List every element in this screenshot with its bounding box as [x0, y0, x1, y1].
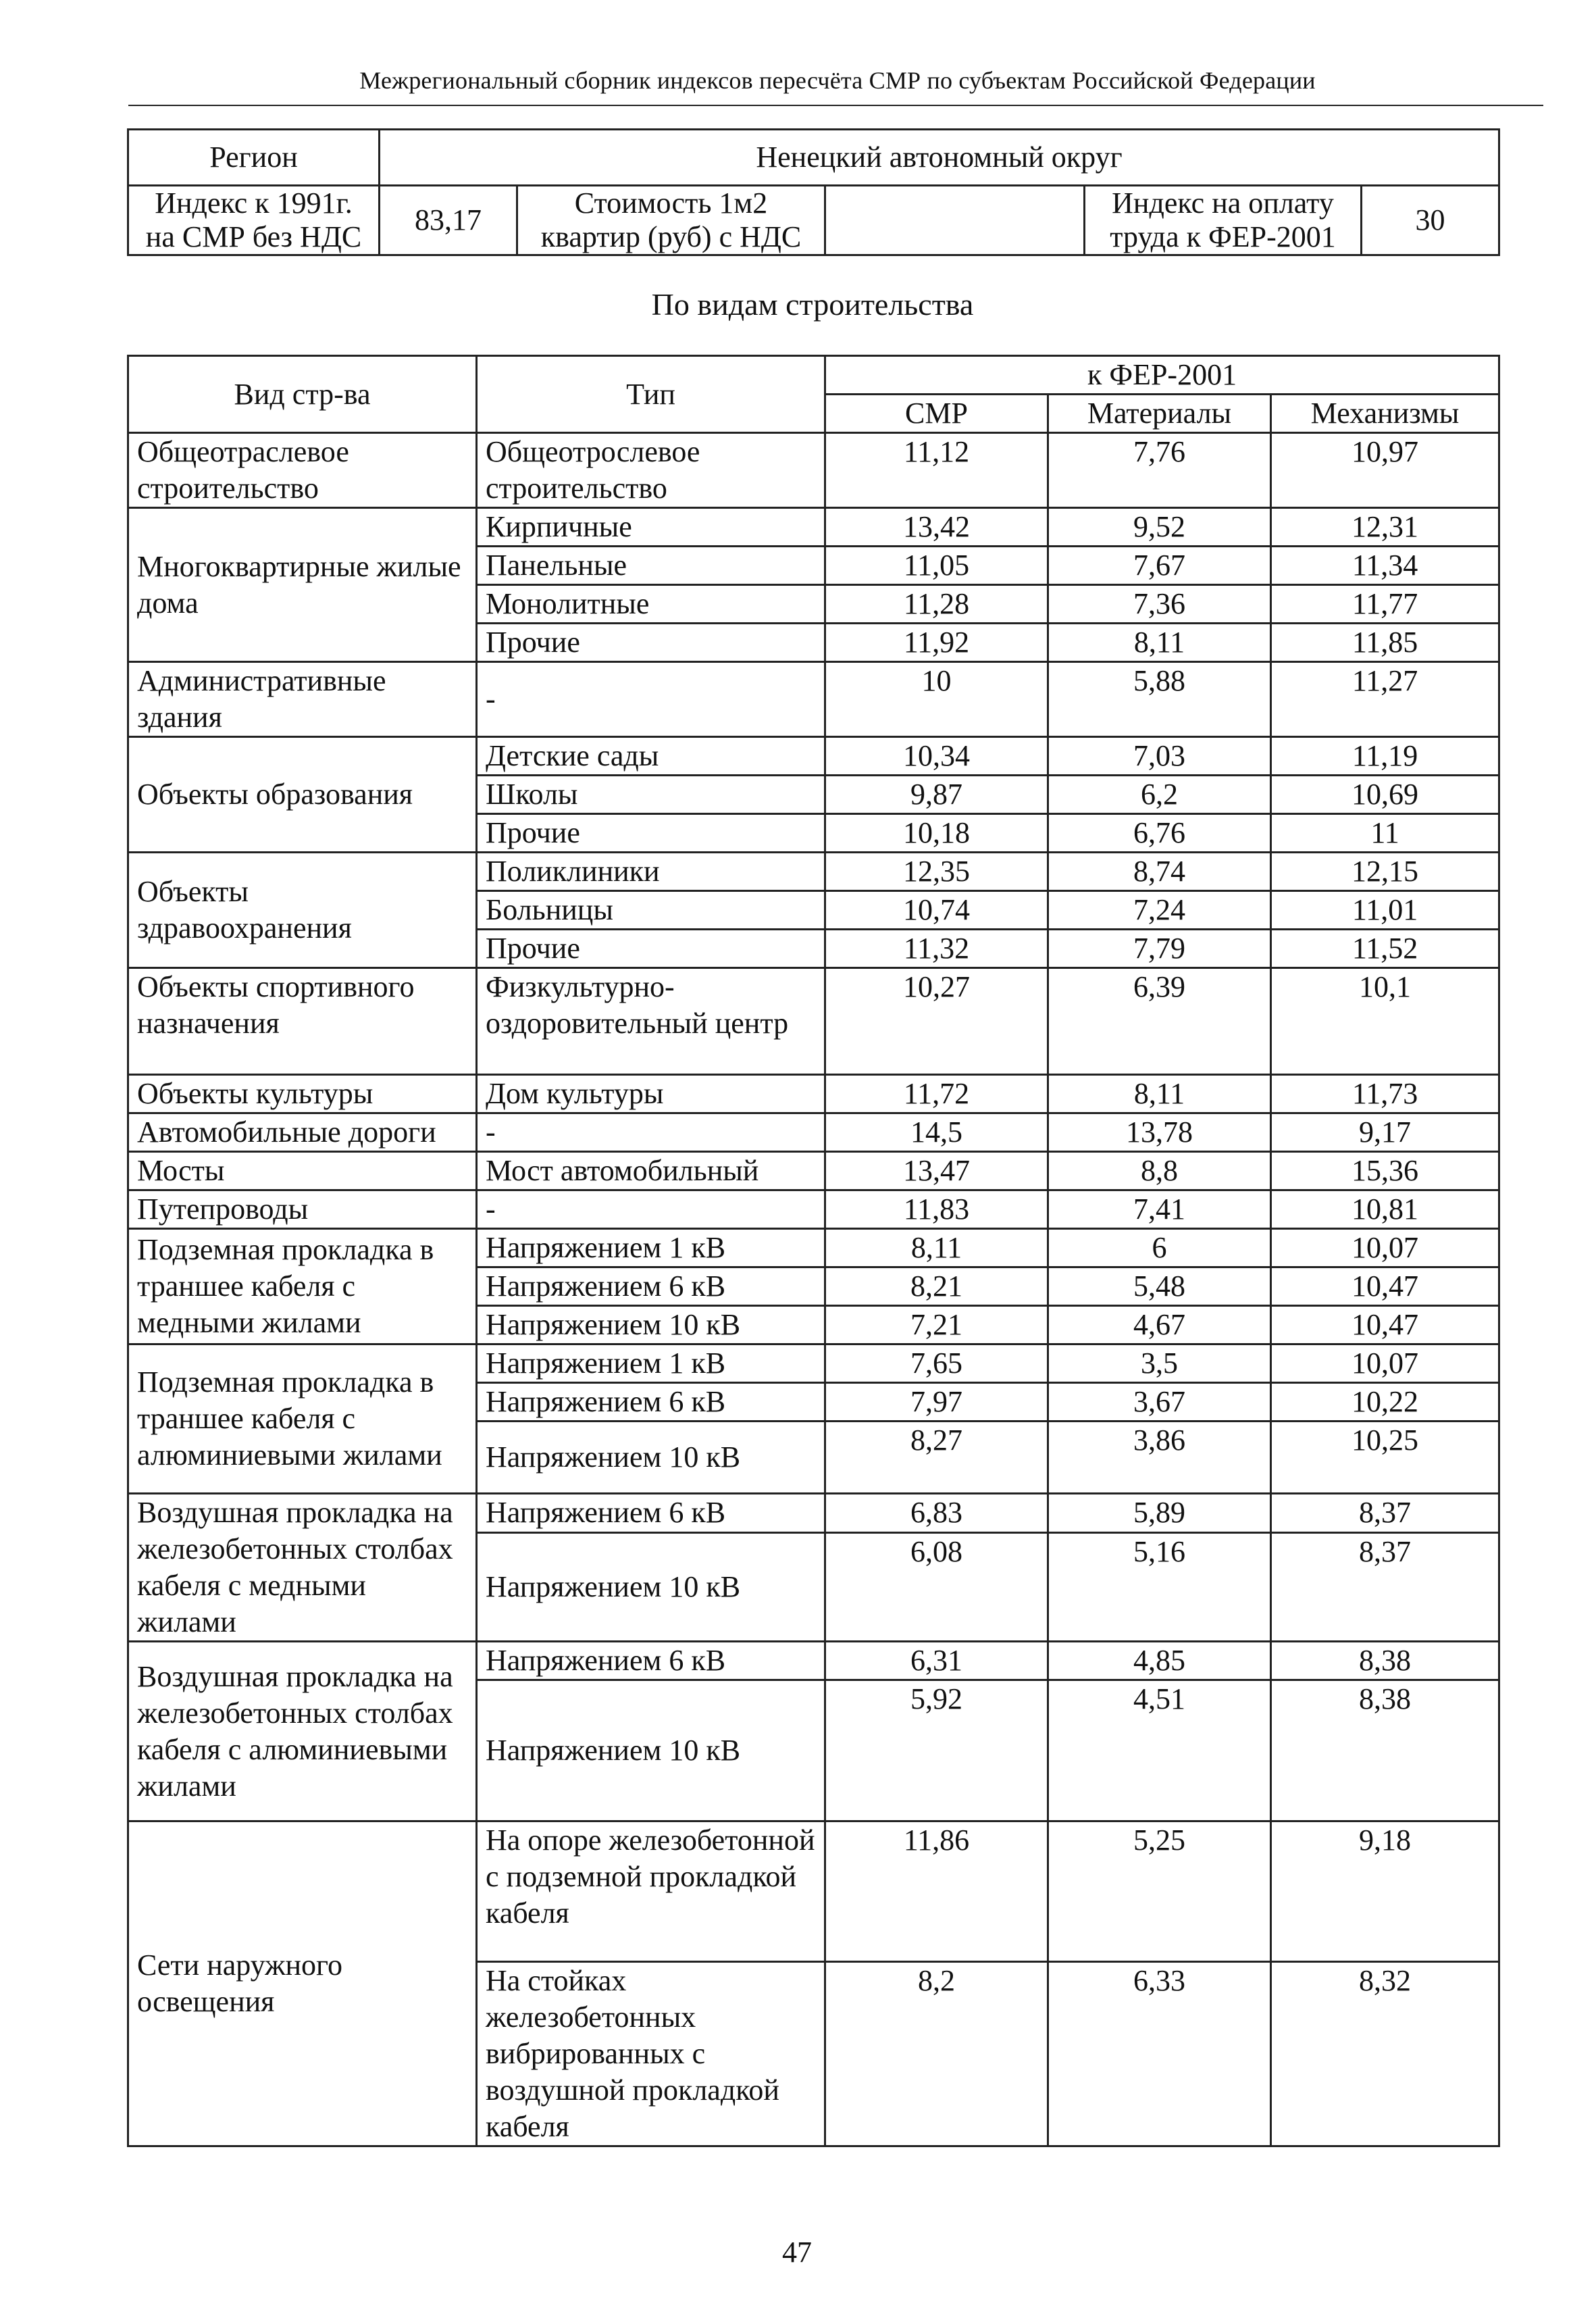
cell-mat: 3,5 — [1048, 1344, 1271, 1383]
cell-mech: 9,17 — [1271, 1113, 1499, 1152]
cell-mat: 7,76 — [1048, 433, 1271, 508]
table-row — [128, 662, 1499, 737]
cell-type: Дом культуры — [477, 1075, 825, 1113]
labor-index-label: Индекс на оплату труда к ФЕР-2001 — [1085, 186, 1362, 255]
cell-smr: 11,28 — [825, 585, 1048, 624]
cell-mat: 7,41 — [1048, 1190, 1271, 1229]
cell-mat: 4,85 — [1048, 1642, 1271, 1680]
cell-mat: 6,33 — [1048, 1962, 1271, 2146]
cell-type: Напряжением 10 кВ — [477, 1422, 825, 1494]
cell-mech: 10,47 — [1271, 1306, 1499, 1344]
cell-type: Напряжением 6 кВ — [477, 1642, 825, 1680]
cell-type: Кирпичные — [477, 508, 825, 547]
cell-type: Напряжением 6 кВ — [477, 1267, 825, 1306]
cell-mech: 8,37 — [1271, 1533, 1499, 1642]
cell-mat: 6 — [1048, 1229, 1271, 1267]
cell-mat: 7,36 — [1048, 585, 1271, 624]
cell-mat: 6,2 — [1048, 776, 1271, 814]
cell-kind: Мосты — [128, 1152, 477, 1190]
table-row — [128, 853, 1499, 891]
cell-mech: 11,01 — [1271, 891, 1499, 930]
cell-type: Поликлиники — [477, 853, 825, 891]
cell-type: Детские сады — [477, 737, 825, 776]
cell-smr: 6,83 — [825, 1494, 1048, 1533]
cell-mech: 8,38 — [1271, 1680, 1499, 1821]
cell-smr: 11,12 — [825, 433, 1048, 508]
cell-type: Панельные — [477, 547, 825, 585]
cell-mech: 10,22 — [1271, 1383, 1499, 1422]
cell-smr: 11,32 — [825, 930, 1048, 968]
section-subtitle: По видам строительства — [651, 287, 974, 322]
cell-type: Общеотрослевое строительство — [477, 433, 825, 508]
region-info-table — [127, 128, 1500, 256]
cell-type: - — [477, 1190, 825, 1229]
cell-mat: 7,79 — [1048, 930, 1271, 968]
cell-smr: 11,72 — [825, 1075, 1048, 1113]
cell-kind: Объекты спортивного назначения — [128, 968, 477, 1075]
index-1991-value: 83,17 — [380, 186, 517, 255]
cell-kind: Путепроводы — [128, 1190, 477, 1229]
region-label: Регион — [128, 130, 380, 186]
cell-mat: 8,11 — [1048, 624, 1271, 662]
construction-index-table — [127, 355, 1500, 2147]
cell-mat: 8,11 — [1048, 1075, 1271, 1113]
cell-mat: 5,16 — [1048, 1533, 1271, 1642]
cell-type: Монолитные — [477, 585, 825, 624]
table-row — [128, 1344, 1499, 1383]
cell-mech: 11,77 — [1271, 585, 1499, 624]
cell-mech: 11 — [1271, 814, 1499, 853]
cell-mech: 11,19 — [1271, 737, 1499, 776]
cell-smr: 9,87 — [825, 776, 1048, 814]
cell-kind: Административные здания — [128, 662, 477, 737]
cell-mech: 10,1 — [1271, 968, 1499, 1075]
cell-mat: 7,67 — [1048, 547, 1271, 585]
table-row — [128, 1821, 1499, 1962]
cell-mech: 10,69 — [1271, 776, 1499, 814]
cell-mech: 11,34 — [1271, 547, 1499, 585]
cell-type: - — [477, 662, 825, 737]
cell-mat: 5,89 — [1048, 1494, 1271, 1533]
cell-mat: 3,86 — [1048, 1422, 1271, 1494]
cell-kind: Сети наружного освещения — [128, 1821, 477, 2146]
cell-mat: 8,74 — [1048, 853, 1271, 891]
cell-smr: 12,35 — [825, 853, 1048, 891]
cell-mat: 5,25 — [1048, 1821, 1271, 1962]
cell-kind: Объекты образования — [128, 737, 477, 853]
cell-kind: Объекты культуры — [128, 1075, 477, 1113]
header-smr: СМР — [825, 395, 1048, 433]
cell-kind: Подземная прокладка в траншее кабеля с алюминиевыми жилами — [128, 1344, 477, 1494]
cell-kind: Воздушная прокладка на железобетонных столбах кабеля с медными жилами — [128, 1494, 477, 1642]
cell-smr: 14,5 — [825, 1113, 1048, 1152]
cell-mech: 10,97 — [1271, 433, 1499, 508]
cell-smr: 10,34 — [825, 737, 1048, 776]
table-row — [128, 1494, 1499, 1533]
cell-mat: 5,88 — [1048, 662, 1271, 737]
cell-mat: 6,76 — [1048, 814, 1271, 853]
cell-mech: 10,47 — [1271, 1267, 1499, 1306]
cell-mech: 11,73 — [1271, 1075, 1499, 1113]
table-row — [128, 508, 1499, 547]
cell-smr: 7,21 — [825, 1306, 1048, 1344]
cell-kind: Объекты здравоохранения — [128, 853, 477, 968]
cell-kind: Воздушная прокладка на железобетонных столбах кабеля с алюминиевыми жилами — [128, 1642, 477, 1821]
cell-smr: 10,18 — [825, 814, 1048, 853]
table-row — [128, 968, 1499, 1075]
cell-mech: 8,32 — [1271, 1962, 1499, 2146]
header-rule — [128, 105, 1543, 106]
cell-mech: 10,81 — [1271, 1190, 1499, 1229]
index-1991-label: Индекс к 1991г. на СМР без НДС — [128, 186, 380, 255]
cell-mech: 8,38 — [1271, 1642, 1499, 1680]
header-mechanisms: Механизмы — [1271, 395, 1499, 433]
cell-type: Напряжением 10 кВ — [477, 1533, 825, 1642]
cell-type: Больницы — [477, 891, 825, 930]
cell-smr: 8,2 — [825, 1962, 1048, 2146]
cell-mech: 8,37 — [1271, 1494, 1499, 1533]
cell-mech: 10,25 — [1271, 1422, 1499, 1494]
cell-type: Прочие — [477, 814, 825, 853]
cell-mat: 4,67 — [1048, 1306, 1271, 1344]
cell-type: - — [477, 1113, 825, 1152]
cell-smr: 13,47 — [825, 1152, 1048, 1190]
cell-mat: 7,24 — [1048, 891, 1271, 930]
table-row — [128, 1152, 1499, 1190]
cell-smr: 11,05 — [825, 547, 1048, 585]
cell-mech: 11,85 — [1271, 624, 1499, 662]
cell-type: Школы — [477, 776, 825, 814]
cell-mech: 11,27 — [1271, 662, 1499, 737]
cell-type: На стойках железобетонных вибрированных с воздушной прокладкой кабеля — [477, 1962, 825, 2146]
cell-type: Напряжением 6 кВ — [477, 1383, 825, 1422]
cell-mech: 12,15 — [1271, 853, 1499, 891]
cell-type: Напряжением 6 кВ — [477, 1494, 825, 1533]
page-number: 47 — [782, 2236, 812, 2269]
cell-smr: 6,31 — [825, 1642, 1048, 1680]
cell-kind: Подземная прокладка в траншее кабеля с медными жилами — [128, 1229, 477, 1344]
table-row — [128, 1229, 1499, 1267]
cell-mech: 10,07 — [1271, 1229, 1499, 1267]
cell-smr: 13,42 — [825, 508, 1048, 547]
cell-mech: 12,31 — [1271, 508, 1499, 547]
cell-mat: 6,39 — [1048, 968, 1271, 1075]
cell-smr: 10,27 — [825, 968, 1048, 1075]
cell-smr: 8,11 — [825, 1229, 1048, 1267]
table-row — [128, 1113, 1499, 1152]
cell-mat: 13,78 — [1048, 1113, 1271, 1152]
cell-type: Мост автомобильный — [477, 1152, 825, 1190]
table-row — [128, 737, 1499, 776]
header-type: Тип — [477, 356, 825, 433]
cell-smr: 11,83 — [825, 1190, 1048, 1229]
cell-mech: 10,07 — [1271, 1344, 1499, 1383]
cell-smr: 10,74 — [825, 891, 1048, 930]
cell-type: На опоре железобетонной с подземной прокладкой кабеля — [477, 1821, 825, 1962]
cell-mech: 11,52 — [1271, 930, 1499, 968]
page-header: Межрегиональный сборник индексов пересчёта СМР по субъектам Российской Федерации — [359, 67, 1316, 94]
cell-smr: 8,27 — [825, 1422, 1048, 1494]
header-materials: Материалы — [1048, 395, 1271, 433]
cell-type: Прочие — [477, 930, 825, 968]
cell-kind: Общеотраслевое строительство — [128, 433, 477, 508]
header-fer2001: к ФЕР-2001 — [825, 356, 1499, 395]
cell-smr: 10 — [825, 662, 1048, 737]
labor-index-value: 30 — [1362, 186, 1499, 255]
cell-smr: 11,92 — [825, 624, 1048, 662]
cell-mat: 9,52 — [1048, 508, 1271, 547]
cell-smr: 5,92 — [825, 1680, 1048, 1821]
cell-type: Физкультурно-оздоровительный центр — [477, 968, 825, 1075]
cell-mat: 5,48 — [1048, 1267, 1271, 1306]
cell-smr: 7,65 — [825, 1344, 1048, 1383]
table-row — [128, 1642, 1499, 1680]
cell-smr: 7,97 — [825, 1383, 1048, 1422]
cell-mech: 9,18 — [1271, 1821, 1499, 1962]
cell-kind: Автомобильные дороги — [128, 1113, 477, 1152]
region-value: Ненецкий автономный округ — [380, 130, 1499, 186]
cell-type: Напряжением 1 кВ — [477, 1229, 825, 1267]
cell-mat: 8,8 — [1048, 1152, 1271, 1190]
cost-m2-value — [825, 186, 1085, 255]
cell-type: Напряжением 1 кВ — [477, 1344, 825, 1383]
cell-mat: 4,51 — [1048, 1680, 1271, 1821]
cell-type: Напряжением 10 кВ — [477, 1680, 825, 1821]
cell-mat: 7,03 — [1048, 737, 1271, 776]
table-row — [128, 1075, 1499, 1113]
table-row — [128, 433, 1499, 508]
cost-m2-label: Стоимость 1м2 квартир (руб) с НДС — [517, 186, 825, 255]
cell-type: Прочие — [477, 624, 825, 662]
cell-smr: 8,21 — [825, 1267, 1048, 1306]
cell-mat: 3,67 — [1048, 1383, 1271, 1422]
table-row — [128, 1190, 1499, 1229]
cell-mech: 15,36 — [1271, 1152, 1499, 1190]
header-kind: Вид стр-ва — [128, 356, 477, 433]
cell-smr: 11,86 — [825, 1821, 1048, 1962]
cell-type: Напряжением 10 кВ — [477, 1306, 825, 1344]
cell-smr: 6,08 — [825, 1533, 1048, 1642]
cell-kind: Многоквартирные жилые дома — [128, 508, 477, 662]
